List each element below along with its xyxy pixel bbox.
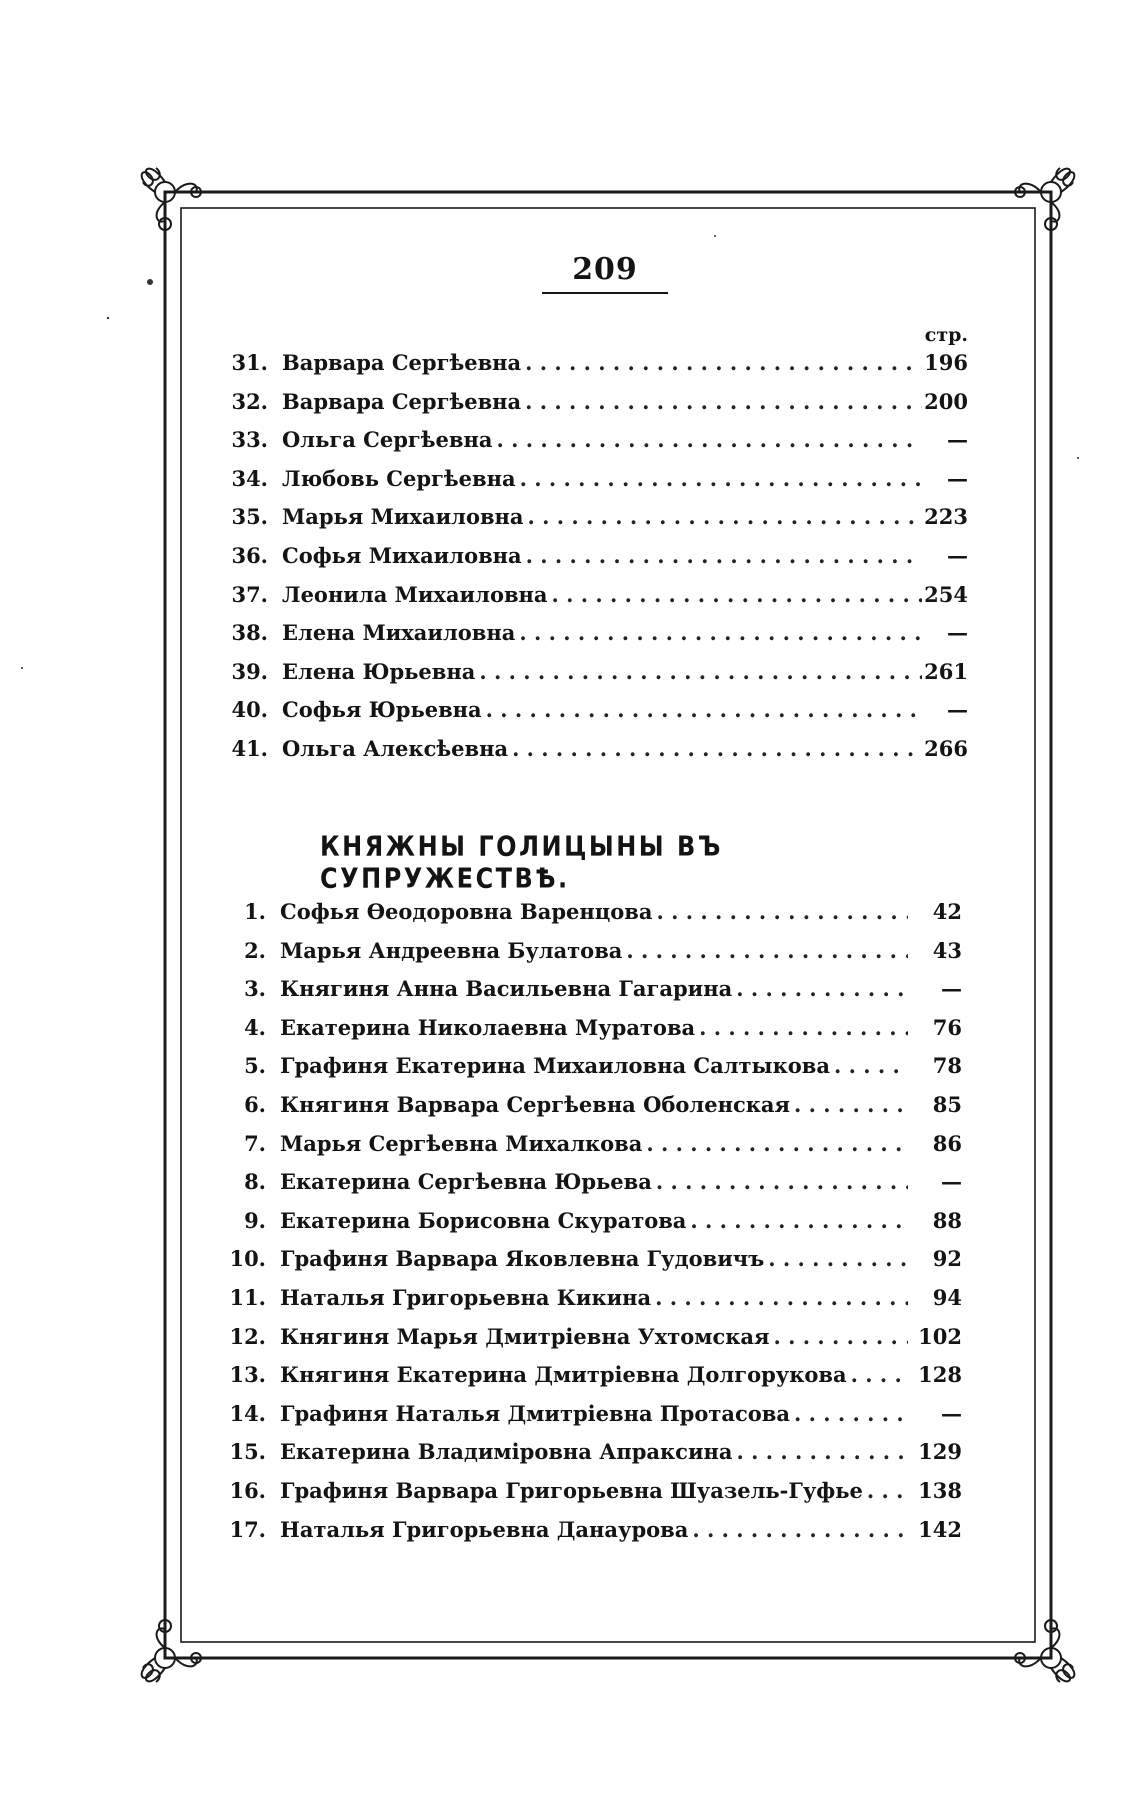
entry-number: 35. — [231, 504, 268, 530]
toc-entry — [0, 1125, 1140, 1164]
entry-page: — — [941, 976, 962, 1002]
entry-page: — — [947, 697, 968, 723]
page-number: 209 — [572, 252, 638, 287]
entry-name: Екатерина Сергѣевна Юрьева — [280, 1169, 652, 1195]
entry-name: Марья Андреевна Булатова — [280, 937, 623, 963]
entry-name: Софья Михаиловна — [282, 542, 522, 568]
toc-entry — [0, 498, 1140, 537]
entry-number: 39. — [231, 658, 268, 684]
entry-number: 5. — [244, 1053, 266, 1079]
entry-number: 41. — [231, 735, 268, 761]
entry-page: 142 — [918, 1516, 962, 1542]
dot-leader — [737, 1433, 909, 1472]
entry-number: 34. — [231, 465, 268, 491]
toc-entry — [0, 421, 1140, 460]
entry-number: 3. — [244, 976, 266, 1002]
corner-flourish-top-right — [1015, 168, 1074, 230]
entry-number: 14. — [229, 1400, 266, 1426]
toc-entry — [0, 1433, 1140, 1472]
entry-page: 223 — [924, 504, 968, 530]
entry-page: 78 — [932, 1053, 962, 1079]
dot-leader — [655, 1279, 908, 1318]
dot-leader — [486, 691, 922, 730]
dot-leader — [512, 730, 922, 769]
entry-name: Софья Юрьевна — [282, 697, 482, 723]
toc-entry — [0, 1047, 1140, 1086]
entry-number: 4. — [244, 1014, 266, 1040]
entry-name: Елена Михаиловна — [282, 620, 516, 646]
entry-number: 32. — [231, 388, 268, 414]
entry-name: Княгиня Варвара Сергѣевна Оболенская — [280, 1091, 791, 1117]
entry-name: Графиня Екатерина Михаиловна Салтыкова — [280, 1053, 830, 1079]
toc-entry — [0, 893, 1140, 932]
entry-page: 254 — [924, 581, 968, 607]
toc-entry — [0, 383, 1140, 422]
entry-page: — — [947, 620, 968, 646]
toc-list-married — [0, 893, 1140, 1549]
section-heading: КНЯЖНЫ ГОЛИЦЫНЫ ВЪ СУПРУЖЕСТВѢ. — [320, 830, 723, 895]
entry-page: 200 — [924, 388, 968, 414]
dot-leader — [692, 1511, 908, 1550]
page-number-underline — [542, 292, 668, 294]
toc-entry — [0, 460, 1140, 499]
entry-number: 33. — [231, 427, 268, 453]
entry-page: 42 — [932, 899, 962, 924]
entry-name: Марья Михаиловна — [282, 504, 524, 530]
dot-leader — [526, 537, 922, 576]
toc-entry — [0, 344, 1140, 383]
entry-page: 86 — [932, 1130, 962, 1156]
toc-entry — [0, 1511, 1140, 1550]
dot-leader — [736, 970, 908, 1009]
entry-name: Варвара Сергѣевна — [282, 350, 522, 375]
toc-entry — [0, 970, 1140, 1009]
entry-name: Княгиня Анна Васильевна Гагарина — [280, 976, 733, 1002]
entry-number: 17. — [229, 1516, 266, 1542]
toc-entry — [0, 691, 1140, 730]
entry-number: 8. — [244, 1169, 266, 1195]
toc-entry — [0, 576, 1140, 615]
entry-number: 31. — [231, 350, 268, 375]
entry-page: — — [947, 465, 968, 491]
toc-entry — [0, 1009, 1140, 1048]
entry-number: 9. — [244, 1207, 266, 1233]
dot-leader — [552, 576, 922, 615]
dot-leader — [496, 421, 922, 460]
dot-leader — [656, 893, 908, 932]
toc-entry — [0, 1279, 1140, 1318]
entry-number: 16. — [229, 1477, 266, 1503]
entry-page: 85 — [932, 1091, 962, 1117]
entry-name: Княгиня Екатерина Дмитріевна Долгорукова — [280, 1362, 847, 1388]
entry-name: Леонила Михаиловна — [282, 581, 548, 607]
entry-page: 266 — [924, 735, 968, 761]
toc-entry — [0, 1318, 1140, 1357]
dot-leader — [690, 1202, 908, 1241]
entry-number: 36. — [231, 542, 268, 568]
entry-number: 6. — [244, 1091, 266, 1117]
entry-page: 43 — [932, 937, 962, 963]
entry-page: 92 — [932, 1246, 962, 1272]
entry-name: Екатерина Николаевна Муратова — [280, 1014, 696, 1040]
entry-number: 37. — [231, 581, 268, 607]
entry-number: 38. — [231, 620, 268, 646]
entry-name: Княгиня Марья Дмитріевна Ухтомская — [280, 1323, 770, 1349]
entry-page: 76 — [932, 1014, 962, 1040]
entry-page: 129 — [918, 1439, 962, 1465]
entry-name: Графиня Варвара Яковлевна Гудовичъ — [280, 1246, 765, 1272]
toc-entry — [0, 730, 1140, 769]
dot-leader — [768, 1240, 908, 1279]
toc-entry — [0, 1356, 1140, 1395]
entry-name: Ольга Сергѣевна — [282, 427, 493, 453]
entry-page: 261 — [924, 658, 968, 684]
dot-leader — [528, 498, 922, 537]
entry-number: 7. — [244, 1130, 266, 1156]
toc-list-daughters — [0, 344, 1140, 769]
entry-name: Софья Өеодоровна Варенцова — [280, 899, 653, 924]
entry-name: Елена Юрьевна — [282, 658, 476, 684]
entry-page: 138 — [918, 1477, 962, 1503]
entry-number: 12. — [229, 1323, 266, 1349]
entry-number: 10. — [229, 1246, 266, 1272]
entry-page: 102 — [918, 1323, 962, 1349]
entry-page: 94 — [932, 1284, 962, 1310]
entry-name: Графиня Наталья Дмитріевна Протасова — [280, 1400, 790, 1426]
corner-flourish-bottom-left — [142, 1620, 201, 1682]
entry-page: — — [947, 542, 968, 568]
entry-name: Екатерина Борисовна Скуратова — [280, 1207, 687, 1233]
entry-name: Любовь Сергѣевна — [282, 465, 516, 491]
toc-entry — [0, 1240, 1140, 1279]
dot-leader — [794, 1086, 908, 1125]
dot-leader — [520, 460, 922, 499]
entry-name: Графиня Варвара Григорьевна Шуазель-Гуфье — [280, 1477, 863, 1503]
entry-page: — — [947, 427, 968, 453]
dot-leader — [656, 1163, 908, 1202]
dot-leader — [699, 1009, 908, 1048]
toc-entry — [0, 932, 1140, 971]
toc-entry — [0, 1202, 1140, 1241]
entry-name: Марья Сергѣевна Михалкова — [280, 1130, 643, 1156]
dot-leader — [834, 1047, 908, 1086]
entry-name: Наталья Григорьевна Кикина — [280, 1284, 652, 1310]
corner-flourish-bottom-right — [1015, 1620, 1074, 1682]
entry-name: Наталья Григорьевна Данаурова — [280, 1516, 689, 1542]
entry-number: 1. — [244, 899, 266, 924]
dot-leader — [774, 1318, 908, 1357]
dot-leader — [519, 614, 922, 653]
dot-leader — [525, 344, 922, 383]
dot-leader — [794, 1395, 908, 1434]
entry-number: 2. — [244, 937, 266, 963]
toc-entry — [0, 1163, 1140, 1202]
entry-page: 88 — [932, 1207, 962, 1233]
toc-entry — [0, 614, 1140, 653]
entry-number: 13. — [229, 1362, 266, 1388]
entry-name: Екатерина Владиміровна Апраксина — [280, 1439, 733, 1465]
toc-entry — [0, 1472, 1140, 1511]
entry-number: 40. — [231, 697, 268, 723]
entry-name: Варвара Сергѣевна — [282, 388, 522, 414]
dot-leader — [646, 1125, 908, 1164]
entry-number: 15. — [229, 1439, 266, 1465]
toc-entry — [0, 653, 1140, 692]
dot-leader — [626, 932, 908, 971]
toc-entry — [0, 1086, 1140, 1125]
entry-name: Ольга Алексѣевна — [282, 735, 509, 761]
toc-entry — [0, 1395, 1140, 1434]
entry-page: 128 — [918, 1362, 962, 1388]
entry-page: — — [941, 1169, 962, 1195]
entry-page: 196 — [924, 350, 968, 375]
page-column-label: стр. — [924, 324, 968, 346]
toc-entry — [0, 537, 1140, 576]
dot-leader — [525, 383, 922, 422]
dot-leader — [479, 653, 922, 692]
entry-number: 11. — [229, 1284, 266, 1310]
corner-flourish-top-left — [142, 168, 201, 230]
entry-page: — — [941, 1400, 962, 1426]
